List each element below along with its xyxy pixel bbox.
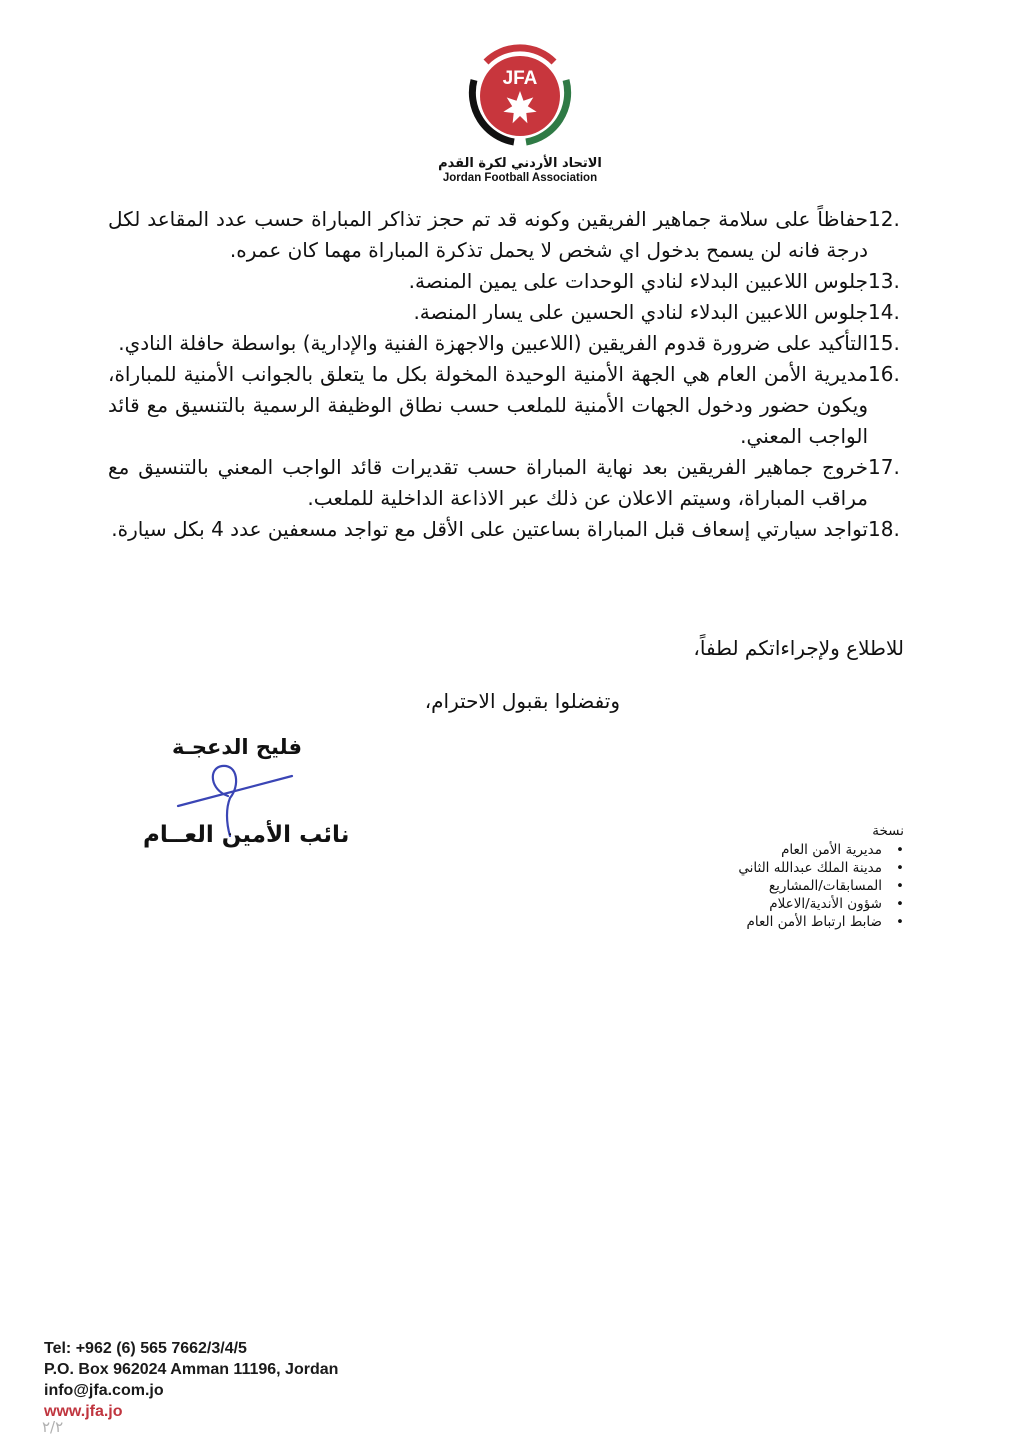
item-text: تواجد سيارتي إسعاف قبل المباراة بساعتين على الأقل مع تواجد مسعفين عدد 4 بكل سيارة. bbox=[111, 517, 868, 541]
jfa-emblem-icon bbox=[462, 38, 578, 150]
list-item bbox=[108, 359, 906, 452]
copy-to-list bbox=[738, 841, 904, 931]
footer-telephone: Tel: +962 (6) 565 7662/3/4/5 bbox=[44, 1340, 247, 1357]
logo-text: JFA bbox=[502, 68, 538, 89]
item-number: 16. bbox=[868, 362, 900, 386]
item-number: 15. bbox=[868, 331, 900, 355]
signatory-title: نائب الأمين العــام bbox=[143, 822, 350, 848]
footer-po-box: P.O. Box 962024 Amman 11196, Jordan bbox=[44, 1361, 339, 1378]
instructions-list bbox=[108, 204, 906, 545]
org-name-english: Jordan Football Association bbox=[442, 172, 598, 184]
list-item bbox=[108, 297, 906, 328]
list-item bbox=[108, 328, 906, 359]
item-text: مديرية الأمن العام هي الجهة الأمنية الوحيدة المخولة بكل ما يتعلق بالجوانب الأمنية للمباراة، ويكون حضور ودخول الجهات الأمنية للملعب حسب نطاق الوظيفة الرسمية بالتنسيق مع قائد الواجب المعني. bbox=[108, 362, 868, 448]
list-item bbox=[108, 204, 906, 266]
contact-footer bbox=[44, 1338, 338, 1422]
item-number: 12. bbox=[868, 207, 900, 231]
copy-recipient: • ضابط ارتباط الأمن العام bbox=[738, 913, 904, 931]
copy-recipient: • مدينة الملك عبدالله الثاني bbox=[738, 859, 904, 877]
item-text: التأكيد على ضرورة قدوم الفريقين (اللاعبين والاجهزة الفنية والإدارية) بواسطة حافلة النادي. bbox=[118, 331, 868, 355]
jfa-logo bbox=[430, 38, 610, 184]
copy-to-section bbox=[738, 822, 904, 931]
closing-regards: وتفضلوا بقبول الاحترام، bbox=[424, 689, 620, 713]
item-number: 17. bbox=[868, 455, 900, 479]
signatory-name: فليح الدعجـة bbox=[172, 735, 302, 759]
item-text: جلوس اللاعبين البدلاء لنادي الحسين على يسار المنصة. bbox=[413, 300, 868, 324]
copy-to-label: نسخة bbox=[872, 823, 904, 839]
item-number: 18. bbox=[868, 517, 900, 541]
closing-request: للاطلاع ولإجراءاتكم لطفاً، bbox=[693, 636, 904, 660]
item-text: خروج جماهير الفريقين بعد نهاية المباراة حسب تقديرات قائد الواجب المعني بالتنسيق مع مراقب المباراة، وسيتم الاعلان عن ذلك عبر الاذاعة الداخلية للملعب. bbox=[108, 455, 868, 510]
list-item bbox=[108, 514, 906, 545]
page-number: ٢/٢ bbox=[42, 1418, 64, 1436]
item-number: 14. bbox=[868, 300, 900, 324]
list-item bbox=[108, 452, 906, 514]
item-text: حفاظاً على سلامة جماهير الفريقين وكونه قد تم حجز تذاكر المباراة حسب عدد المقاعد لكل درجة فانه لن يسمح بدخول اي شخص لا يحمل تذكرة المباراة مهما كان عمره. bbox=[108, 207, 868, 262]
footer-website-link[interactable]: www.jfa.jo bbox=[44, 1403, 123, 1420]
item-text: جلوس اللاعبين البدلاء لنادي الوحدات على يمين المنصة. bbox=[408, 269, 868, 293]
org-name-arabic: الاتحاد الأردني لكرة القدم bbox=[438, 156, 602, 171]
copy-recipient: • مديرية الأمن العام bbox=[738, 841, 904, 859]
item-number: 13. bbox=[868, 269, 900, 293]
copy-recipient: • شؤون الأندية/الاعلام bbox=[738, 895, 904, 913]
copy-recipient: • المسابقات/المشاريع bbox=[738, 877, 904, 895]
footer-email[interactable]: info@jfa.com.jo bbox=[44, 1382, 164, 1399]
list-item bbox=[108, 266, 906, 297]
